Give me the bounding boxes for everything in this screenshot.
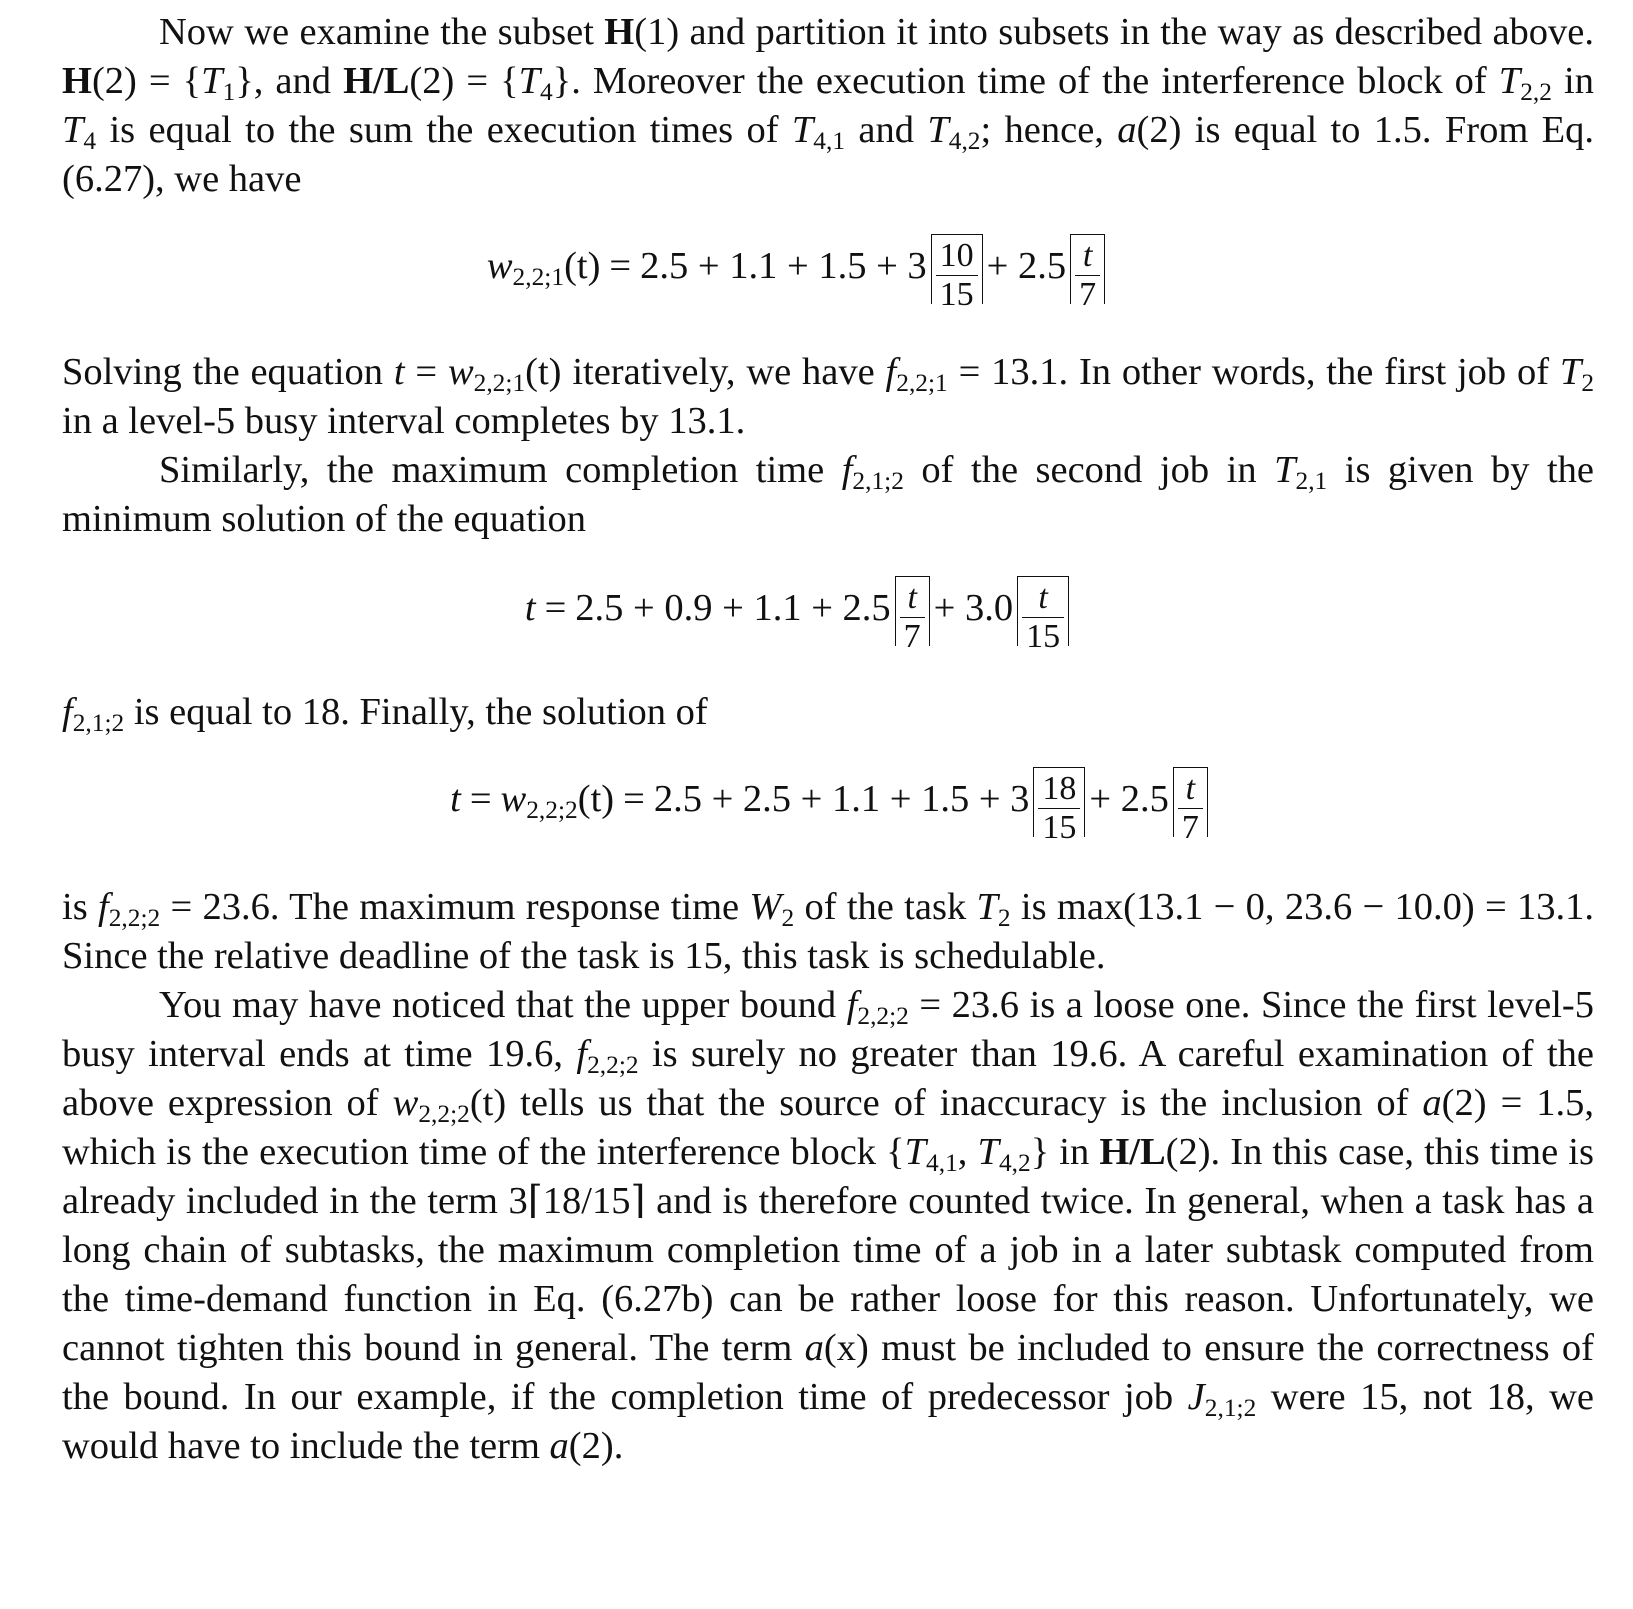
equals-sign: = (415, 351, 438, 393)
math-symbol: f (885, 351, 897, 393)
text: . (613, 1425, 624, 1467)
math-text: + 3.0 (933, 586, 1014, 629)
subscript: 2,2;1 (896, 369, 948, 398)
text: ; hence, (980, 109, 1118, 151)
equals-sign: = (958, 351, 981, 393)
math-text: (t) (469, 1082, 507, 1124)
subscript: 2 (1581, 369, 1595, 398)
math-symbol: w (447, 351, 474, 393)
fraction (900, 581, 925, 654)
equals-sign: = (148, 60, 171, 102)
subscript: 1 (222, 78, 236, 107)
math-text: (t) (564, 244, 601, 287)
subscript: 4,1 (813, 127, 846, 156)
subscript: 2,1;2 (72, 709, 125, 738)
subscript: 2,2;2 (857, 1002, 909, 1031)
equals-sign: = (170, 886, 193, 928)
equals-sign: = (1500, 1082, 1523, 1124)
subscript: 2,2 (1520, 78, 1552, 107)
equals-sign: = (609, 244, 632, 287)
math-text: (x) (823, 1327, 869, 1369)
math-text: (2) (1441, 1082, 1487, 1124)
equals-sign: = (919, 984, 942, 1026)
math-symbol: a (804, 1327, 824, 1369)
subscript: 2,1 (1295, 467, 1328, 496)
text: { (488, 60, 519, 102)
denominator: 7 (1181, 809, 1199, 846)
text: 23.6. The maximum response time (192, 886, 750, 928)
bold-symbol: H/L (343, 60, 410, 102)
paragraph-5 (62, 883, 1594, 981)
task-symbol: T (1274, 449, 1296, 491)
numerator: t (1022, 581, 1064, 618)
denominator: 15 (1026, 618, 1061, 655)
text: (2) (409, 60, 467, 102)
equals-sign: = (466, 60, 489, 102)
subscript: 4 (540, 78, 553, 107)
ceiling-bracket (1070, 234, 1105, 313)
text: Solving the equation (62, 351, 394, 393)
fraction (1038, 772, 1080, 845)
text: and (845, 109, 928, 151)
subscript: 2,1;2 (1204, 1394, 1257, 1423)
math-symbol: w (486, 244, 513, 287)
subscript: 4 (83, 127, 97, 156)
ceiling-bracket (931, 234, 983, 313)
equation-2 (4, 544, 1594, 688)
math-symbol: a (549, 1425, 569, 1467)
math-symbol: t (393, 351, 405, 393)
math-text: 2.5 + 1.1 + 1.5 + 3 (640, 244, 927, 287)
task-symbol: T (62, 109, 84, 151)
subscript: 2,2;1 (473, 369, 526, 398)
subscript: 2 (997, 904, 1011, 933)
text: in a level-5 busy interval completes by 13.1. (62, 400, 746, 442)
paragraph-3 (62, 446, 1594, 544)
text: is surely no greater than 19.6. A careful examination of the above expression of (62, 1033, 1594, 1124)
denominator: 7 (903, 618, 921, 655)
text: of the second job in (903, 449, 1275, 491)
denominator: 15 (1042, 809, 1077, 846)
math-symbol: t (524, 586, 536, 629)
subscript: 2,1;2 (852, 467, 904, 496)
denominator: 7 (1079, 276, 1097, 313)
text: 13.1. Since the relative deadline of the task is 15, this task is schedulable. (62, 886, 1595, 977)
text: { (170, 60, 202, 102)
subscript: 4,2 (948, 127, 981, 156)
numerator: 10 (936, 239, 978, 276)
math-text: 2.5 + 2.5 + 1.1 + 1.5 + 3 (653, 777, 1030, 820)
fraction (1178, 772, 1203, 845)
text: Now we examine the subset (159, 11, 605, 53)
subscript: 4,2 (998, 1149, 1031, 1178)
subscript: 2,2;1 (512, 262, 565, 291)
page-text (62, 8, 1594, 1471)
task-symbol: T (518, 60, 541, 102)
math-text: (2) (568, 1425, 614, 1467)
math-symbol: f (846, 984, 858, 1026)
ceiling-bracket (1017, 576, 1069, 655)
text: You may have noticed that the upper bound (159, 984, 847, 1026)
paragraph-6 (62, 981, 1594, 1471)
numerator: t (1075, 239, 1100, 276)
equals-sign: = (1485, 886, 1507, 928)
math-text: (t) (577, 777, 615, 820)
text: is equal to 18. Finally, the solution of (124, 691, 708, 733)
math-symbol: f (97, 886, 109, 928)
math-symbol: f (841, 449, 853, 491)
text: 23.6 is a loose one. Since the first level-5 busy interval ends at time 19.6, (62, 984, 1595, 1075)
task-symbol: T (791, 109, 814, 151)
text: is (62, 886, 98, 928)
paragraph-2 (62, 348, 1594, 446)
numerator: 18 (1038, 772, 1080, 809)
math-symbol: t (450, 777, 461, 820)
math-symbol: f (62, 691, 73, 733)
equation-1 (2, 204, 1594, 348)
numerator: t (900, 581, 925, 618)
task-symbol: T (976, 886, 998, 928)
text: Similarly, the maximum completion time (159, 449, 842, 491)
math-symbol: w (500, 777, 527, 820)
text: (2) is equal to 1.5. From Eq. (6.27), we have (62, 109, 1595, 200)
ceiling-bracket (1033, 767, 1085, 846)
bold-symbol: H/L (1099, 1131, 1166, 1173)
task-symbol: T (977, 1131, 999, 1173)
text: were 15, not 18, we would have to include the term (62, 1376, 1594, 1467)
text: }, and (235, 60, 344, 102)
math-text: + 2.5 (986, 244, 1067, 287)
text: iteratively, we have (561, 351, 886, 393)
math-text: + 2.5 (1089, 777, 1169, 820)
text: in (1551, 60, 1594, 102)
paragraph-4 (62, 688, 1594, 737)
task-symbol: T (1498, 60, 1521, 102)
fraction (1022, 581, 1064, 654)
math-text: , (957, 1131, 978, 1173)
fraction (1075, 239, 1100, 312)
text: is equal to the sum the execution times of (96, 109, 792, 151)
subscript: 2,2;2 (108, 904, 161, 933)
italic-symbol: a (1117, 109, 1137, 151)
subscript: 2,2;2 (526, 795, 578, 824)
subscript: 2,2;2 (418, 1100, 470, 1129)
ceiling-bracket (1173, 767, 1208, 846)
text: } in (1030, 1131, 1100, 1173)
text: of the task (794, 886, 977, 928)
text: (2) (91, 60, 149, 102)
math-symbol: f (576, 1033, 588, 1075)
subscript: 2 (781, 904, 795, 933)
ceiling-bracket (895, 576, 930, 655)
task-symbol: T (1559, 351, 1582, 393)
subscript: 2,2;2 (587, 1051, 639, 1080)
denominator: 15 (939, 276, 974, 313)
task-symbol: T (201, 60, 223, 102)
task-symbol: T (904, 1131, 927, 1173)
bold-symbol: H (62, 60, 92, 102)
numerator: t (1178, 772, 1203, 809)
task-symbol: T (927, 109, 949, 151)
text: is given by the minimum solution of the equation (62, 449, 1594, 540)
text: 1.5, which is the execution time of the interference block { (62, 1082, 1595, 1173)
math-symbol: w (392, 1082, 419, 1124)
math-symbol: J (1187, 1376, 1205, 1418)
equals-sign: = (469, 777, 492, 820)
text: (2). In this case, this time is already included in the term 3⌈18/15⌉ and is therefore counted twice. In general, when a task has a long chain of subtasks, the maximum completion time of a job in a later subtask computed from the time-demand function in Eq. (6.27b) can be rather loose for this reason. Unfortunately, we cannot tighten this bound in general. The term (62, 1131, 1594, 1369)
text: (1) and partition it into subsets in the way as described above. (634, 11, 1595, 53)
paragraph-1 (62, 8, 1594, 204)
math-symbol: W (749, 886, 782, 928)
text: }. Moreover the execution time of the interference block of (552, 60, 1499, 102)
math-text: (t) (525, 351, 562, 393)
fraction (936, 239, 978, 312)
equals-sign: = (623, 777, 645, 820)
equation-3 (68, 737, 1594, 883)
text: must be included to ensure the correctness of the bound. In our example, if the completion time of predecessor job (62, 1327, 1594, 1418)
text: is max(13.1 − 0, 23.6 − 10.0) (1010, 886, 1485, 928)
math-symbol: a (1422, 1082, 1442, 1124)
text: 13.1. In other words, the first job of (980, 351, 1560, 393)
bold-symbol: H (604, 11, 635, 53)
equals-sign: = (544, 586, 567, 629)
text: tells us that the source of inaccuracy is the inclusion of (506, 1082, 1423, 1124)
math-text: 2.5 + 0.9 + 1.1 + 2.5 (575, 586, 891, 629)
subscript: 4,1 (926, 1149, 958, 1178)
